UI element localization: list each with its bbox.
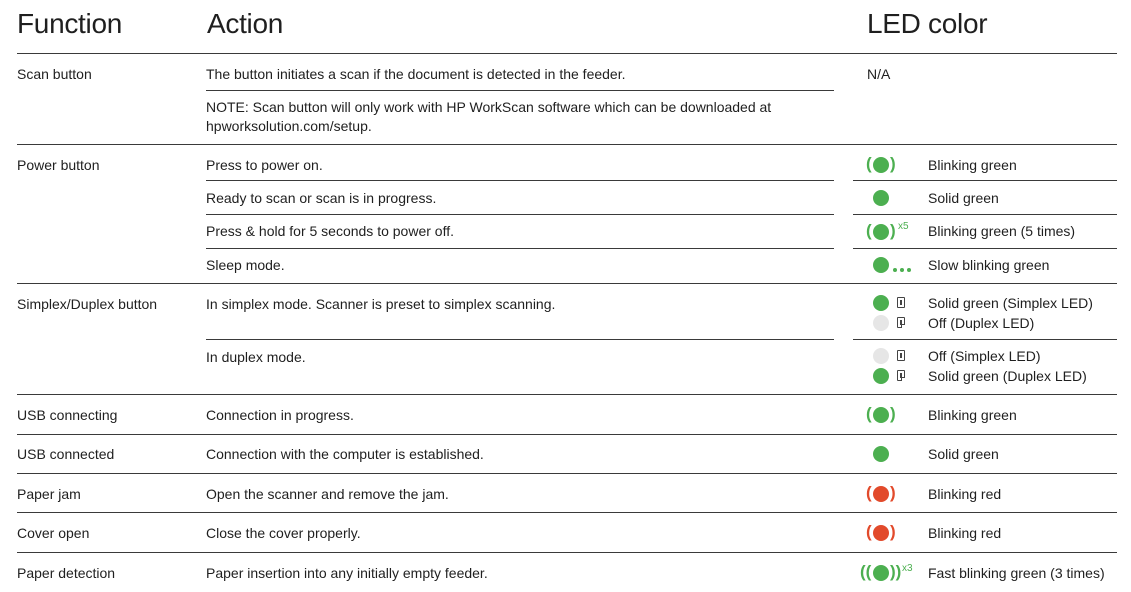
- function-usb-connected: USB connected: [17, 446, 115, 462]
- led-scan: N/A: [867, 66, 891, 82]
- action-scan-note: NOTE: Scan button will only work with HP WorkScan software which can be downloaded at hpworksolution.com/setup.: [206, 99, 772, 134]
- function-power-button: Power button: [17, 157, 100, 173]
- solid-green-led-icon: [873, 295, 889, 311]
- sub-divider: [853, 180, 1117, 181]
- header-action: Action: [207, 8, 284, 39]
- solid-green-led-icon: [873, 190, 889, 206]
- function-usb-connecting: USB connecting: [17, 407, 118, 423]
- row-divider: [17, 144, 1117, 145]
- led-simplex-1: Solid green (Simplex LED): [928, 295, 1093, 311]
- led-power-off: Blinking green (5 times): [928, 223, 1076, 239]
- sub-divider: [206, 180, 834, 181]
- action-usb-connected: Connection with the computer is established.: [206, 446, 484, 462]
- led-duplex-1: Off (Simplex LED): [928, 348, 1041, 364]
- action-ready: Ready to scan or scan is in progress.: [206, 190, 437, 206]
- led-power-on: Blinking green: [928, 157, 1017, 173]
- action-power-off: Press & hold for 5 seconds to power off.: [206, 223, 454, 239]
- led-paper-detection: Fast blinking green (3 times): [928, 565, 1105, 581]
- duplex-page-icon: [897, 317, 905, 328]
- simplex-page-icon: [897, 350, 905, 361]
- row-divider: [17, 283, 1117, 284]
- sub-divider: [853, 339, 1117, 340]
- sub-divider: [853, 248, 1117, 249]
- header-function: Function: [17, 8, 122, 39]
- function-cover-open: Cover open: [17, 525, 90, 541]
- header-led-color: LED color: [867, 8, 988, 39]
- function-simplex-duplex: Simplex/Duplex button: [17, 296, 158, 312]
- header-divider: [17, 53, 1117, 54]
- solid-green-led-icon: [873, 446, 889, 462]
- sub-divider: [206, 90, 834, 91]
- count-badge: x3: [902, 563, 913, 574]
- led-duplex-2: Solid green (Duplex LED): [928, 368, 1087, 384]
- solid-green-led-icon: [873, 368, 889, 384]
- led-usb-connecting: Blinking green: [928, 407, 1017, 423]
- led-ready: Solid green: [928, 190, 999, 206]
- row-divider: [17, 434, 1117, 435]
- action-power-on: Press to power on.: [206, 157, 323, 173]
- function-paper-detection: Paper detection: [17, 565, 116, 581]
- led-paper-jam: Blinking red: [928, 486, 1002, 502]
- led-cover-open: Blinking red: [928, 525, 1002, 541]
- row-divider: [17, 552, 1117, 553]
- off-led-icon: [873, 315, 889, 331]
- off-led-icon: [873, 348, 889, 364]
- sub-divider: [853, 214, 1117, 215]
- action-paper-detection: Paper insertion into any initially empty feeder.: [206, 565, 488, 581]
- sub-divider: [206, 339, 834, 340]
- function-scan-button: Scan button: [17, 66, 92, 82]
- function-paper-jam: Paper jam: [17, 486, 81, 502]
- sub-divider: [206, 248, 834, 249]
- action-simplex: In simplex mode. Scanner is preset to simplex scanning.: [206, 296, 556, 312]
- action-sleep: Sleep mode.: [206, 257, 285, 273]
- led-sleep: Slow blinking green: [928, 257, 1050, 273]
- duplex-page-icon: [897, 370, 905, 381]
- row-divider: [17, 473, 1117, 474]
- row-divider: [17, 512, 1117, 513]
- led-usb-connected: Solid green: [928, 446, 999, 462]
- simplex-page-icon: [897, 297, 905, 308]
- led-simplex-2: Off (Duplex LED): [928, 315, 1035, 331]
- sub-divider: [206, 214, 834, 215]
- row-divider: [17, 394, 1117, 395]
- action-paper-jam: Open the scanner and remove the jam.: [206, 486, 449, 502]
- count-badge: x5: [898, 221, 909, 232]
- action-duplex: In duplex mode.: [206, 349, 306, 365]
- action-usb-connecting: Connection in progress.: [206, 407, 354, 423]
- action-scan-1: The button initiates a scan if the document is detected in the feeder.: [206, 66, 626, 82]
- action-cover-open: Close the cover properly.: [206, 525, 361, 541]
